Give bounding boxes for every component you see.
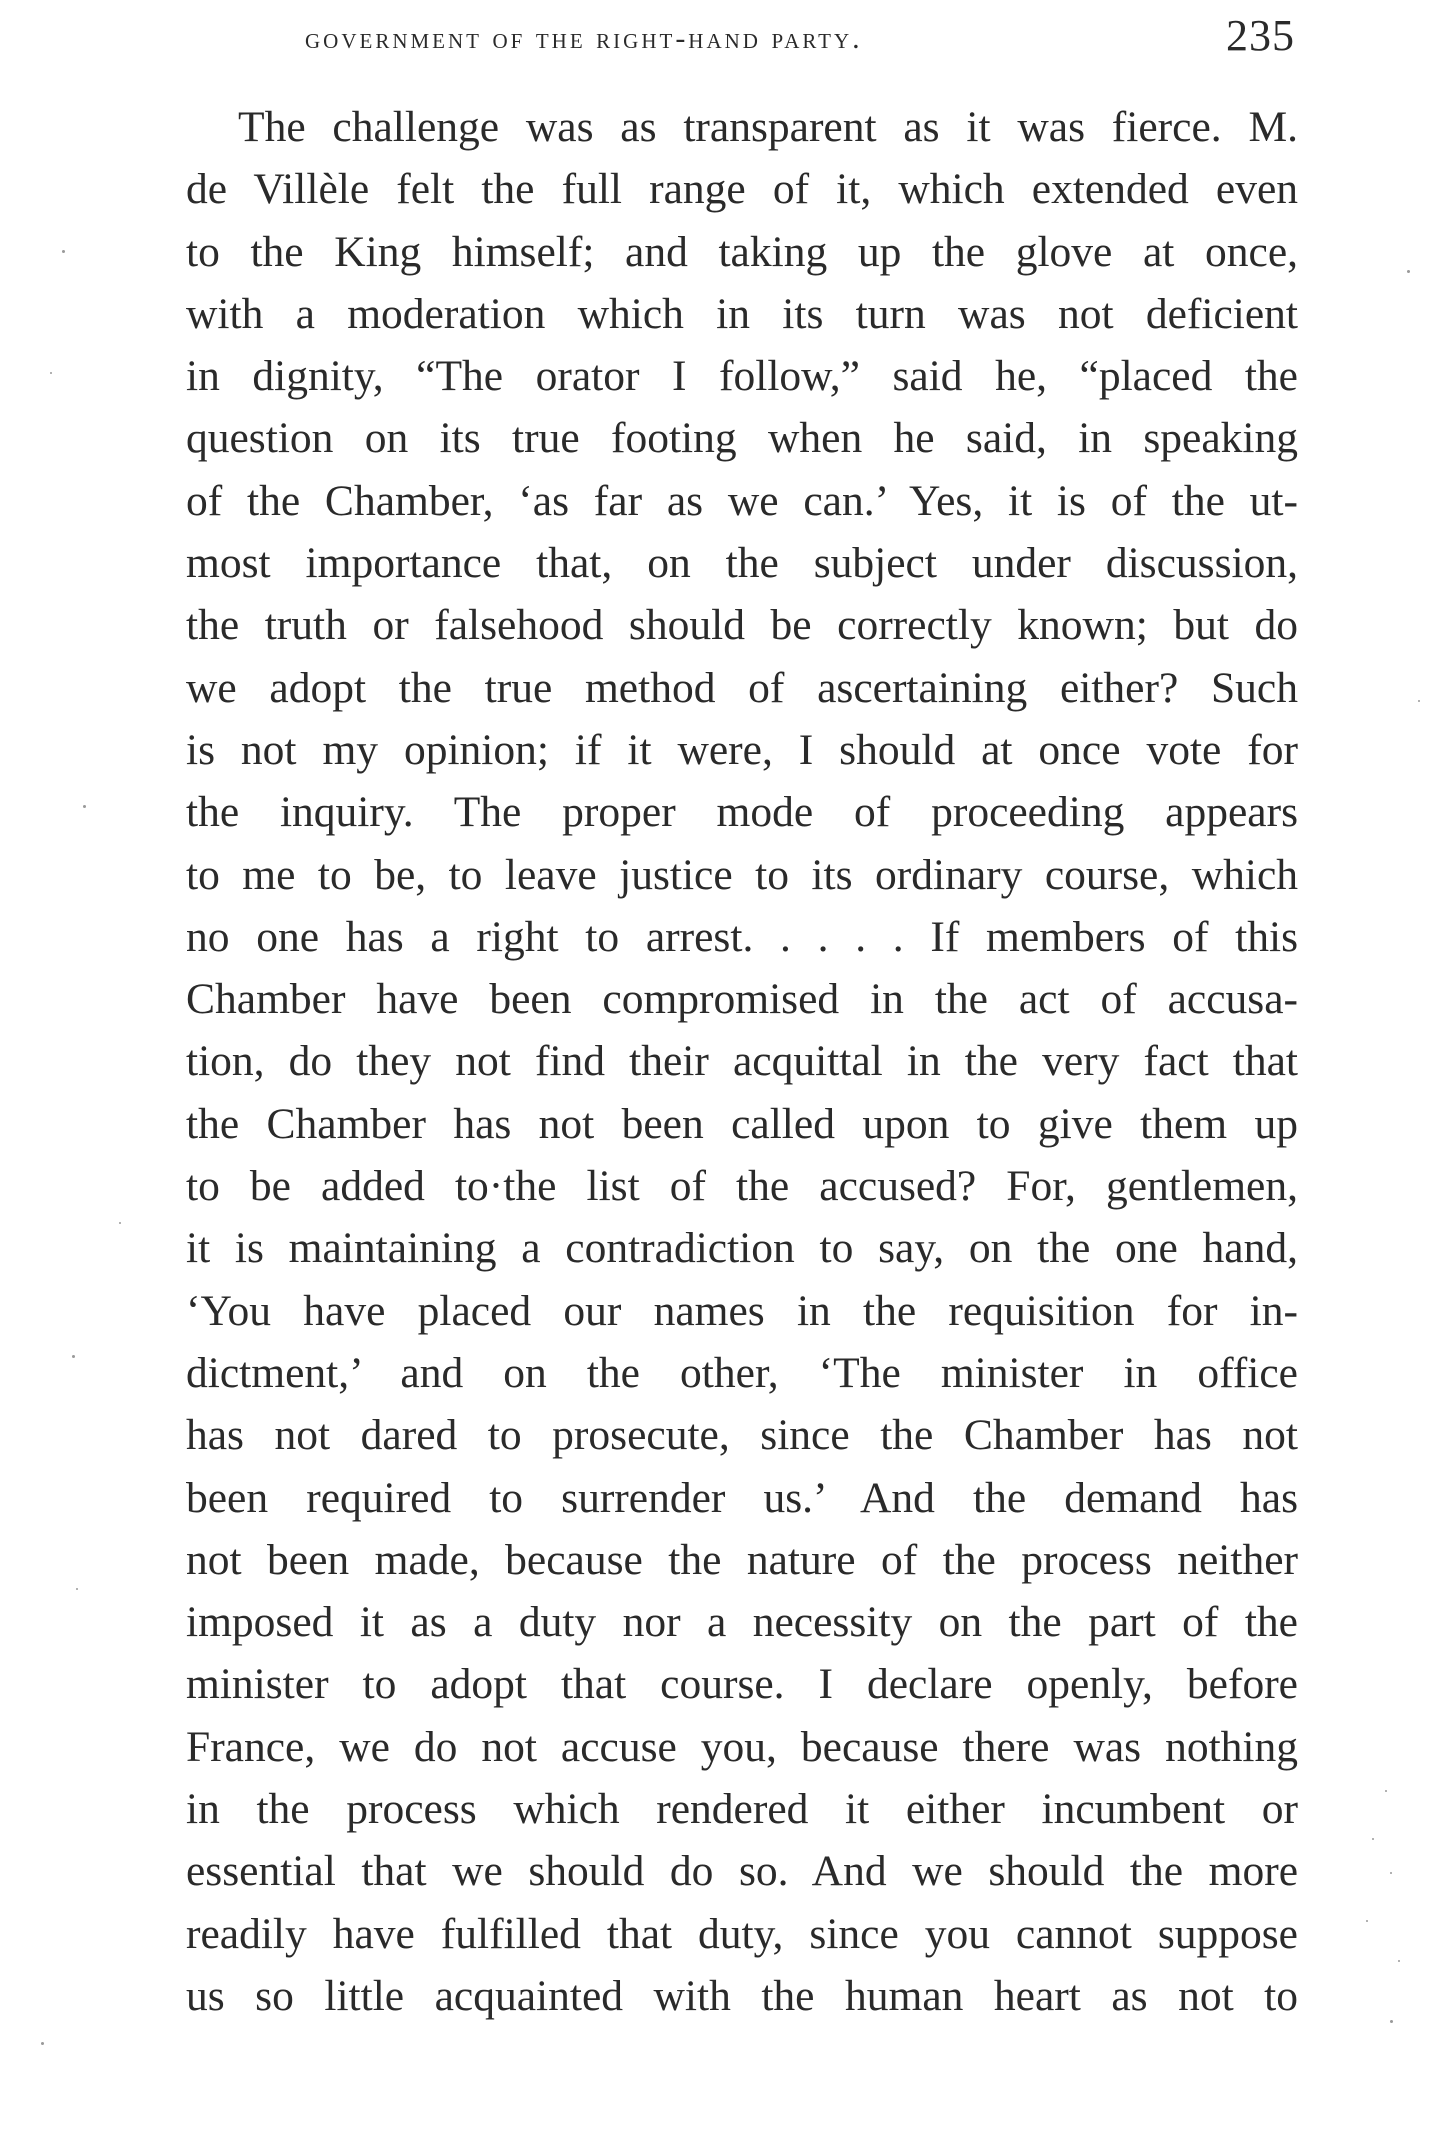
scan-speck bbox=[62, 250, 65, 253]
text-line: no one has a right to arrest. . . . . If members of this bbox=[186, 912, 1298, 961]
text-line: imposed it as a duty nor a necessity on the part of the bbox=[186, 1598, 1298, 1647]
text-line: been required to surrender us.’ And the demand has bbox=[186, 1473, 1298, 1522]
text-line: to me to be, to leave justice to its ordinary course, which bbox=[186, 850, 1298, 899]
text-line: us so little acquainted with the human heart as not to bbox=[186, 1971, 1298, 2020]
scan-speck bbox=[41, 2042, 44, 2045]
text-line: with a moderation which in its turn was not deficient bbox=[186, 289, 1298, 338]
text-line: tion, do they not find their acquittal in the very fact that bbox=[186, 1037, 1298, 1086]
text-line: in the process which rendered it either incumbent or bbox=[186, 1785, 1298, 1834]
text-line: of the Chamber, ‘as far as we can.’ Yes, it is of the ut- bbox=[186, 476, 1298, 525]
text-line: essential that we should do so. And we should the more bbox=[186, 1847, 1298, 1896]
scan-speck bbox=[72, 1355, 75, 1358]
scan-speck bbox=[76, 1588, 78, 1590]
text-line: question on its true footing when he said, in speaking bbox=[186, 414, 1298, 463]
scan-speck bbox=[1418, 700, 1420, 702]
text-line: to be added to·the list of the accused? For, gentlemen, bbox=[186, 1162, 1298, 1211]
page-number: 235 bbox=[1226, 11, 1295, 60]
body-text bbox=[186, 96, 1298, 2027]
text-line: is not my opinion; if it were, I should at once vote for bbox=[186, 725, 1298, 774]
scan-speck bbox=[1385, 1790, 1387, 1792]
text-line: de Villèle felt the full range of it, which extended even bbox=[186, 165, 1298, 214]
text-line: dictment,’ and on the other, ‘The minister in office bbox=[186, 1348, 1298, 1397]
scan-speck bbox=[1366, 1920, 1368, 1922]
text-line: most importance that, on the subject under discussion, bbox=[186, 539, 1298, 588]
scan-speck bbox=[1390, 1872, 1392, 1874]
text-line: the truth or falsehood should be correctly known; but do bbox=[186, 601, 1298, 650]
text-line: readily have fulfilled that duty, since you cannot suppose bbox=[186, 1909, 1298, 1958]
text-line: in dignity, “The orator I follow,” said he, “placed the bbox=[186, 352, 1298, 401]
scan-speck bbox=[1398, 1960, 1400, 1962]
running-head bbox=[305, 8, 1295, 68]
text-line: minister to adopt that course. I declare openly, before bbox=[186, 1660, 1298, 1709]
text-line: the Chamber has not been called upon to give them up bbox=[186, 1099, 1298, 1148]
text-line: ‘You have placed our names in the requisition for in- bbox=[186, 1286, 1298, 1335]
scan-speck bbox=[50, 372, 52, 374]
scan-speck bbox=[1372, 1838, 1374, 1840]
scan-speck bbox=[83, 805, 86, 808]
text-line: The challenge was as transparent as it was fierce. M. bbox=[238, 103, 1298, 151]
scan-speck bbox=[1390, 2020, 1393, 2023]
text-line: the inquiry. The proper mode of proceeding appears bbox=[186, 788, 1298, 837]
text-line: it is maintaining a contradiction to say, on the one hand, bbox=[186, 1224, 1298, 1273]
text-line: not been made, because the nature of the process neither bbox=[186, 1535, 1298, 1584]
text-line: we adopt the true method of ascertaining either? Such bbox=[186, 663, 1298, 712]
running-title: government of the right-hand party. bbox=[305, 22, 863, 55]
text-line: has not dared to prosecute, since the Chamber has not bbox=[186, 1411, 1298, 1460]
scan-speck bbox=[119, 1222, 121, 1224]
text-line: to the King himself; and taking up the glove at once, bbox=[186, 227, 1298, 276]
scan-speck bbox=[1407, 270, 1410, 273]
text-line: Chamber have been compromised in the act of accusa- bbox=[186, 975, 1298, 1024]
text-line: France, we do not accuse you, because there was nothing bbox=[186, 1722, 1298, 1771]
